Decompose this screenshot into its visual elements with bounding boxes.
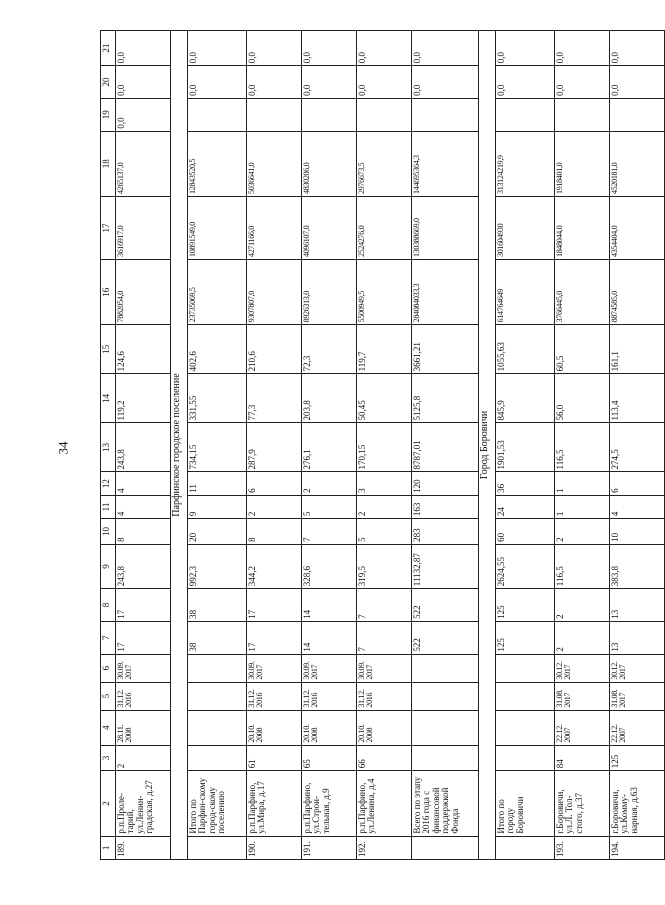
table-cell: 2 bbox=[555, 621, 610, 654]
column-number: 18 bbox=[101, 131, 116, 196]
table-cell: 113,4 bbox=[610, 374, 665, 423]
table-cell: 734,15 bbox=[188, 423, 247, 472]
table-cell: 2 bbox=[555, 589, 610, 622]
table-cell: 60 bbox=[496, 519, 555, 545]
table-cell: 8926313,0 bbox=[302, 260, 357, 325]
table-cell: 0,0 bbox=[412, 66, 479, 99]
table-cell: 36 bbox=[496, 472, 555, 495]
table-cell: 2524276,0 bbox=[357, 196, 412, 259]
table-cell: 77,3 bbox=[247, 374, 302, 423]
table-cell: 243,8 bbox=[116, 544, 171, 588]
table-cell: 130388669,0 bbox=[412, 196, 479, 259]
table-cell: 125 bbox=[496, 621, 555, 654]
table-cell: 0,0 bbox=[302, 31, 357, 66]
table-cell: 0,0 bbox=[496, 66, 555, 99]
section-title: Город Боровичи bbox=[479, 31, 496, 860]
table-cell bbox=[188, 836, 247, 859]
table-cell bbox=[188, 98, 247, 131]
table-cell: 31.12. 2016 bbox=[116, 682, 171, 710]
table-cell bbox=[496, 654, 555, 682]
table-cell: 170,15 bbox=[357, 423, 412, 472]
section-title: Парфинское городское поселение bbox=[171, 31, 188, 860]
table-cell: 31.12. 2016 bbox=[357, 682, 412, 710]
table-cell: 11132,87 bbox=[412, 544, 479, 588]
table-row bbox=[116, 31, 171, 860]
table-cell: 4830206,0 bbox=[302, 131, 357, 196]
table-cell: 4265137,0 bbox=[116, 131, 171, 196]
table-cell: 6 bbox=[247, 472, 302, 495]
column-number: 5 bbox=[101, 682, 116, 710]
table-cell: 10 bbox=[610, 519, 665, 545]
table-cell: 189. bbox=[116, 836, 171, 859]
column-number: 8 bbox=[101, 589, 116, 622]
table-cell bbox=[496, 98, 555, 131]
table-cell bbox=[188, 710, 247, 745]
column-number: 21 bbox=[101, 31, 116, 66]
table-cell: 522 bbox=[412, 589, 479, 622]
table-cell: 301604930 bbox=[496, 196, 555, 259]
table-cell: 116,5 bbox=[555, 423, 610, 472]
table-cell: 190. bbox=[247, 836, 302, 859]
table-cell bbox=[496, 836, 555, 859]
table-cell: 17 bbox=[247, 621, 302, 654]
table-cell: 284084033,3 bbox=[412, 260, 479, 325]
table-cell: 1 bbox=[555, 495, 610, 518]
column-number: 2 bbox=[101, 771, 116, 836]
table-cell: 992,3 bbox=[188, 544, 247, 588]
table-cell: 1055,63 bbox=[496, 325, 555, 374]
table-cell: 0,0 bbox=[116, 31, 171, 66]
table-cell bbox=[412, 710, 479, 745]
table-cell: 0,0 bbox=[302, 66, 357, 99]
column-number: 15 bbox=[101, 325, 116, 374]
table-cell bbox=[188, 682, 247, 710]
table-cell: 2624,55 bbox=[496, 544, 555, 588]
table-cell: 31.12. 2016 bbox=[302, 682, 357, 710]
table-cell: 313124219,9 bbox=[496, 131, 555, 196]
table-cell: 22.12. 2007 bbox=[610, 710, 665, 745]
table-cell: Итого по Парфин-скому город-скому поселению bbox=[188, 771, 247, 836]
table-cell: 119,7 bbox=[357, 325, 412, 374]
table-cell: 3 bbox=[357, 472, 412, 495]
table-cell: 5125,8 bbox=[412, 374, 479, 423]
table-cell: 8 bbox=[247, 519, 302, 545]
table-cell: 194. bbox=[610, 836, 665, 859]
table-cell: 30.12. 2017 bbox=[610, 654, 665, 682]
table-cell: р.п.Парфино, ул.Мира, д.17 bbox=[247, 771, 302, 836]
table-cell: 3766445,0 bbox=[555, 260, 610, 325]
table-cell: 60,5 bbox=[555, 325, 610, 374]
column-number: 14 bbox=[101, 374, 116, 423]
table-cell: 10891549,0 bbox=[188, 196, 247, 259]
table-cell: 20.10. 2008 bbox=[357, 710, 412, 745]
table-cell: 61 bbox=[247, 745, 302, 771]
table-cell: 203,8 bbox=[302, 374, 357, 423]
table-cell: 192. bbox=[357, 836, 412, 859]
table-cell: 287,9 bbox=[247, 423, 302, 472]
table-cell bbox=[302, 98, 357, 131]
table-cell bbox=[496, 710, 555, 745]
table-cell: 191. bbox=[302, 836, 357, 859]
table-cell: 210,6 bbox=[247, 325, 302, 374]
table-cell: 9 bbox=[188, 495, 247, 518]
table-cell: 8787,01 bbox=[412, 423, 479, 472]
table-cell: 5036641,0 bbox=[247, 131, 302, 196]
table-cell: Всего по этапу 2016 года с финансовой поддержкой Фонда bbox=[412, 771, 479, 836]
table-cell: 4096107,0 bbox=[302, 196, 357, 259]
table-cell: 20 bbox=[188, 519, 247, 545]
table-cell: 20.10. 2008 bbox=[247, 710, 302, 745]
table-cell: 2976673,5 bbox=[357, 131, 412, 196]
table-cell: 2 bbox=[357, 495, 412, 518]
table-row bbox=[610, 31, 665, 860]
table-cell: 328,6 bbox=[302, 544, 357, 588]
table-cell: 8874585,0 bbox=[610, 260, 665, 325]
table-cell: 0,0 bbox=[610, 66, 665, 99]
table-cell bbox=[412, 654, 479, 682]
table-cell: 31.08. 2017 bbox=[555, 682, 610, 710]
stage-total-row bbox=[412, 31, 479, 860]
column-number: 12 bbox=[101, 472, 116, 495]
table-cell: 22.12. 2007 bbox=[555, 710, 610, 745]
table-cell: 344,2 bbox=[247, 544, 302, 588]
table-cell: 12843520,5 bbox=[188, 131, 247, 196]
table-cell: 144695364,3 bbox=[412, 131, 479, 196]
page-number: 34 bbox=[55, 441, 71, 455]
table-cell: 14 bbox=[302, 589, 357, 622]
table-cell: 4 bbox=[116, 472, 171, 495]
table-cell bbox=[188, 654, 247, 682]
table-cell: р.п.Парфино, ул.Строи-тельная, д.9 bbox=[302, 771, 357, 836]
table-cell: 124,6 bbox=[116, 325, 171, 374]
column-number: 20 bbox=[101, 66, 116, 99]
table-cell: 125 bbox=[610, 745, 665, 771]
table-cell: г.Боровичи, ул.Комму-нарная, д.63 bbox=[610, 771, 665, 836]
column-number: 13 bbox=[101, 423, 116, 472]
table-cell: 38 bbox=[188, 621, 247, 654]
table-cell: 0,0 bbox=[357, 66, 412, 99]
table-cell: 30.12. 2017 bbox=[555, 654, 610, 682]
table-cell bbox=[496, 745, 555, 771]
column-number: 9 bbox=[101, 544, 116, 588]
table-row bbox=[357, 31, 412, 860]
table-cell: р.п.Проле-тарий, ул.Ленин-градская, д.27 bbox=[116, 771, 171, 836]
table-cell bbox=[188, 745, 247, 771]
section-header-row bbox=[479, 31, 496, 860]
table-cell: 243,8 bbox=[116, 423, 171, 472]
table-cell: 5 bbox=[357, 519, 412, 545]
table-cell: 38 bbox=[188, 589, 247, 622]
table-cell: 4271166,0 bbox=[247, 196, 302, 259]
table-cell: 13 bbox=[610, 589, 665, 622]
table-cell bbox=[496, 682, 555, 710]
table-cell: 276,1 bbox=[302, 423, 357, 472]
table-cell: 7 bbox=[357, 621, 412, 654]
table-cell: 163 bbox=[412, 495, 479, 518]
table-cell: 23735069,5 bbox=[188, 260, 247, 325]
table-cell: 383,8 bbox=[610, 544, 665, 588]
subtotal-row bbox=[188, 31, 247, 860]
table-cell: 20.10. 2008 bbox=[302, 710, 357, 745]
table-cell: 522 bbox=[412, 621, 479, 654]
table-cell: 193. bbox=[555, 836, 610, 859]
table-cell: 331,55 bbox=[188, 374, 247, 423]
table-cell bbox=[412, 682, 479, 710]
column-number: 3 bbox=[101, 745, 116, 771]
table-cell: 66 bbox=[357, 745, 412, 771]
table-cell: 2 bbox=[116, 745, 171, 771]
table-cell: 72,3 bbox=[302, 325, 357, 374]
column-number-row bbox=[101, 31, 116, 860]
table-cell: 1 bbox=[555, 472, 610, 495]
table-cell: 11 bbox=[188, 472, 247, 495]
column-number: 16 bbox=[101, 260, 116, 325]
table-cell: 119,2 bbox=[116, 374, 171, 423]
table-cell: 125 bbox=[496, 589, 555, 622]
table-cell: 17 bbox=[247, 589, 302, 622]
table-cell: 1918401,0 bbox=[555, 131, 610, 196]
table-cell: 4354404,0 bbox=[610, 196, 665, 259]
table-cell: 0,0 bbox=[610, 31, 665, 66]
table-cell: 84 bbox=[555, 745, 610, 771]
table-cell: 0,0 bbox=[412, 31, 479, 66]
table-cell: 65 bbox=[302, 745, 357, 771]
table-cell: 161,1 bbox=[610, 325, 665, 374]
table-cell: 0,0 bbox=[357, 31, 412, 66]
table-cell: 0,0 bbox=[555, 66, 610, 99]
table-cell: 7882054,0 bbox=[116, 260, 171, 325]
table-cell: 7 bbox=[357, 589, 412, 622]
table-cell: р.п.Парфино, ул.Ленина, д.4 bbox=[357, 771, 412, 836]
table-cell: 1848044,0 bbox=[555, 196, 610, 259]
table-cell: 3661,21 bbox=[412, 325, 479, 374]
housing-program-table bbox=[100, 30, 665, 860]
column-number: 10 bbox=[101, 519, 116, 545]
table-cell: 4 bbox=[116, 495, 171, 518]
table-cell: 0,0 bbox=[247, 31, 302, 66]
table-row bbox=[247, 31, 302, 860]
table-cell: 319,5 bbox=[357, 544, 412, 588]
rotated-table-content bbox=[100, 30, 639, 860]
table-cell: 56,0 bbox=[555, 374, 610, 423]
table-cell: 0,0 bbox=[116, 66, 171, 99]
table-cell: 28.11. 2008 bbox=[116, 710, 171, 745]
table-cell: 17 bbox=[116, 589, 171, 622]
table-cell: 0,0 bbox=[188, 66, 247, 99]
table-cell: 614764649 bbox=[496, 260, 555, 325]
column-number: 7 bbox=[101, 621, 116, 654]
table-cell: 0,0 bbox=[188, 31, 247, 66]
table-cell: 0,0 bbox=[116, 98, 171, 131]
table-cell: 116,5 bbox=[555, 544, 610, 588]
table-cell: 7 bbox=[302, 519, 357, 545]
table-cell bbox=[412, 98, 479, 131]
table-cell: 17 bbox=[116, 621, 171, 654]
table-cell: 4520181,0 bbox=[610, 131, 665, 196]
column-number: 17 bbox=[101, 196, 116, 259]
table-cell: 9307807,0 bbox=[247, 260, 302, 325]
table-cell bbox=[610, 98, 665, 131]
table-cell: 30.09. 2017 bbox=[116, 654, 171, 682]
subtotal-row bbox=[496, 31, 555, 860]
table-cell: 30.09. 2017 bbox=[302, 654, 357, 682]
rotated-table-frame bbox=[100, 30, 639, 860]
table-cell bbox=[357, 98, 412, 131]
table-cell: 0,0 bbox=[247, 66, 302, 99]
column-number: 11 bbox=[101, 495, 116, 518]
table-cell: 13 bbox=[610, 621, 665, 654]
table-cell: 5 bbox=[302, 495, 357, 518]
table-cell bbox=[247, 98, 302, 131]
table-cell: 2 bbox=[555, 519, 610, 545]
table-cell: 50,45 bbox=[357, 374, 412, 423]
table-cell: 0,0 bbox=[555, 31, 610, 66]
table-cell bbox=[555, 98, 610, 131]
table-cell: Итого по городу Боровичи bbox=[496, 771, 555, 836]
table-cell: 31.12. 2016 bbox=[247, 682, 302, 710]
column-number: 4 bbox=[101, 710, 116, 745]
table-cell: 14 bbox=[302, 621, 357, 654]
table-cell: 845,9 bbox=[496, 374, 555, 423]
table-cell bbox=[412, 836, 479, 859]
table-cell: 120 bbox=[412, 472, 479, 495]
table-cell: 3616917,0 bbox=[116, 196, 171, 259]
table-cell: 283 bbox=[412, 519, 479, 545]
table-cell: 4 bbox=[610, 495, 665, 518]
table-cell: 31.08. 2017 bbox=[610, 682, 665, 710]
table-cell: 24 bbox=[496, 495, 555, 518]
column-number: 6 bbox=[101, 654, 116, 682]
table-cell: 2 bbox=[302, 472, 357, 495]
table-cell: 30.09. 2017 bbox=[357, 654, 412, 682]
section-header-row bbox=[171, 31, 188, 860]
table-cell: 1901,53 bbox=[496, 423, 555, 472]
table-cell: 2 bbox=[247, 495, 302, 518]
table-cell: 0,0 bbox=[496, 31, 555, 66]
column-number: 19 bbox=[101, 98, 116, 131]
table-row bbox=[302, 31, 357, 860]
table-cell bbox=[412, 745, 479, 771]
table-cell: 8 bbox=[116, 519, 171, 545]
table-cell: 6 bbox=[610, 472, 665, 495]
table-cell: 5500949,5 bbox=[357, 260, 412, 325]
table-cell: 402,6 bbox=[188, 325, 247, 374]
table-cell: 274,5 bbox=[610, 423, 665, 472]
table-cell: 30.09. 2017 bbox=[247, 654, 302, 682]
table-cell: г.Боровичи, ул.Л. Тол-стого, д.37 bbox=[555, 771, 610, 836]
column-number: 1 bbox=[101, 836, 116, 859]
table-row bbox=[555, 31, 610, 860]
